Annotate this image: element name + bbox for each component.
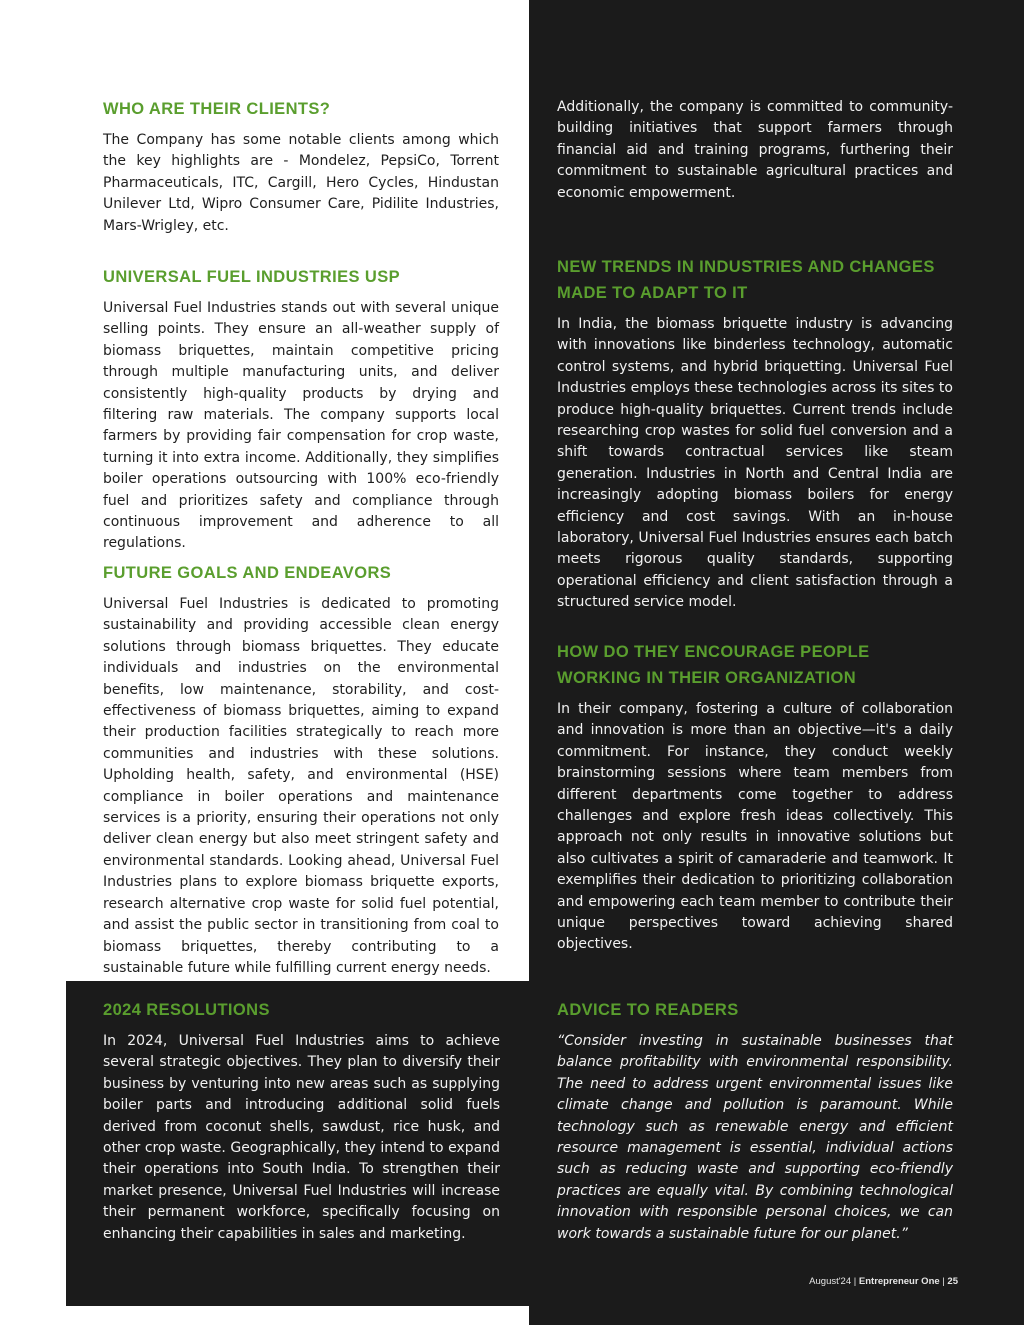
- section-heading: UNIVERSAL FUEL INDUSTRIES USP: [103, 268, 401, 286]
- section-heading: NEW TRENDS IN INDUSTRIES AND CHANGES MADE TO ADAPT TO IT: [557, 258, 935, 302]
- section-community: [557, 97, 953, 204]
- section-body: Universal Fuel Industries is dedicated to promoting sustainability and providing accessible clean energy solutions through biomass briquettes. They educate individuals and industries on the environmental benefits, low maintenance, storability, and cost-effectiveness of biomass briquettes, aiming to expand their production facilities strategically to reach more communities and industries with these solutions. Upholding health, safety, and environmental (HSE) compliance in boiler operations and maintenance services is a priority, ensuring their operations not only deliver clean energy but also meet stringent safety and environmental standards. Looking ahead, Universal Fuel Industries plans to explore biomass briquette exports, research alternative crop waste for solid fuel potential, and assist the public sector in transitioning from coal to biomass briquettes, thereby contributing to a sustainable future while fulfilling current energy needs.: [103, 596, 499, 976]
- section-usp: [103, 264, 499, 555]
- section-advice: [557, 997, 953, 1245]
- section-body: The Company has some notable clients among which the key highlights are - Mondelez, PepsiCo, Torrent Pharmaceuticals, ITC, Cargill, Hero Cycles, Hindustan Unilever Ltd, Wipro Consumer Care, Pidilite Industries, Mars-Wrigley, etc.: [103, 132, 499, 234]
- section-encourage: [557, 639, 953, 956]
- section-clients: [103, 96, 499, 237]
- section-heading: 2024 RESOLUTIONS: [103, 1001, 270, 1019]
- footer-magazine: Entrepreneur One: [858, 1276, 940, 1287]
- section-body: Additionally, the company is committed to community-building initiatives that support farmers through financial aid and training programs, furthering their commitment to sustainable agricultural practices and economic empowerment.: [557, 99, 953, 201]
- section-heading: HOW DO THEY ENCOURAGE PEOPLE WORKING IN THEIR ORGANIZATION: [557, 643, 870, 687]
- page-footer: August'24 | Entrepreneur One | 25: [809, 1276, 958, 1287]
- section-body: In 2024, Universal Fuel Industries aims to achieve several strategic objectives. They plan to diversify their business by venturing into new areas such as supplying boiler parts and introducing additional solid fuels derived from coconut shells, sawdust, rice husk, and other crop waste. Geographically, they intend to expand their operations into South India. To strengthen their market presence, Universal Fuel Industries will increase their permanent workforce, specifically focusing on enhancing their capabilities in sales and marketing.: [103, 1033, 500, 1242]
- section-body: Universal Fuel Industries stands out with several unique selling points. They ensure an all-weather supply of biomass briquettes, maintain competitive pricing through multiple manufacturing units, and deliver consistently high-quality products by drying and filtering raw materials. The company supports local farmers by providing fair compensation for crop waste, turning it into extra income. Additionally, they simplifies boiler operations outsourcing with 100% eco-friendly fuel and prioritizes safety and compliance through continuous improvement and adherence to all regulations.: [103, 300, 499, 552]
- section-heading: ADVICE TO READERS: [557, 1001, 739, 1019]
- section-trends: [557, 254, 953, 614]
- section-future-goals: [103, 560, 499, 979]
- section-body: In India, the biomass briquette industry is advancing with innovations like binderless technology, automatic control systems, and hybrid briquetting. Universal Fuel Industries employs these technologies across its sites to produce high-quality briquettes. Current trends include researching crop wastes for solid fuel conversion and a shift towards contractual services like steam generation. Industries in North and Central India are increasingly adopting biomass boilers for energy efficiency and cost savings. With an in-house laboratory, Universal Fuel Industries ensures each batch meets rigorous quality standards, supporting operational efficiency and client satisfaction through a structured service model.: [557, 316, 953, 611]
- advice-quote: “Consider investing in sustainable businesses that balance profitability with environmental responsibility. The need to address urgent environmental issues like climate change and pollution is paramount. While technology such as renewable energy and efficient resource management is essential, individual actions such as reducing waste and supporting eco-friendly practices are equally vital. By combining technological innovation with responsible personal choices, we can work towards a sustainable future for our planet.”: [557, 1033, 953, 1242]
- page-number: 25: [947, 1276, 958, 1287]
- section-heading: WHO ARE THEIR CLIENTS?: [103, 100, 331, 118]
- section-heading: FUTURE GOALS AND ENDEAVORS: [103, 564, 392, 582]
- footer-issue: August'24: [809, 1276, 852, 1287]
- section-resolutions: [103, 997, 500, 1245]
- section-body: In their company, fostering a culture of collaboration and innovation is more than an objective—it's a daily commitment. For instance, they conduct weekly brainstorming sessions where team members from different departments come together to address challenges and explore fresh ideas collectively. This approach not only results in innovative solutions but also cultivates a spirit of camaraderie and teamwork. It exemplifies their dedication to prioritizing collaboration and empowering each team member to contribute their unique perspectives toward achieving shared objectives.: [557, 701, 953, 953]
